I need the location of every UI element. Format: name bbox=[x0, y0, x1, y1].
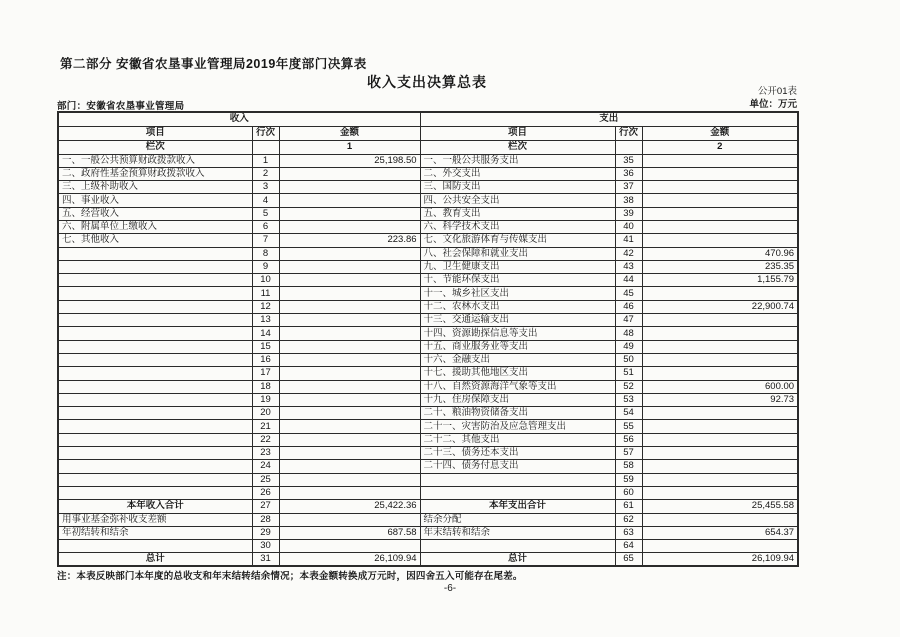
income-item-cell bbox=[58, 433, 252, 446]
income-line-cell: 20 bbox=[252, 407, 279, 420]
table-row bbox=[58, 274, 798, 287]
income-amount-cell bbox=[279, 327, 420, 340]
income-line-cell: 12 bbox=[252, 300, 279, 313]
table-row bbox=[58, 447, 798, 460]
expenditure-amount-cell bbox=[642, 447, 798, 460]
table-row bbox=[58, 314, 798, 327]
expenditure-amount-cell bbox=[642, 234, 798, 247]
income-line-cell: 24 bbox=[252, 460, 279, 473]
expenditure-item-cell: 总计 bbox=[420, 553, 615, 567]
expenditure-amount-cell: 92.73 bbox=[642, 393, 798, 406]
income-amount-cell: 223.86 bbox=[279, 234, 420, 247]
table-row bbox=[58, 353, 798, 366]
expenditure-amount-cell bbox=[642, 327, 798, 340]
table-row bbox=[58, 167, 798, 180]
expenditure-item-cell: 二、外交支出 bbox=[420, 167, 615, 180]
table-row bbox=[58, 287, 798, 300]
table-row bbox=[58, 420, 798, 433]
table-row bbox=[58, 327, 798, 340]
expenditure-amount-cell: 1,155.79 bbox=[642, 274, 798, 287]
expenditure-line-cell: 43 bbox=[615, 260, 642, 273]
expenditure-amount-cell: 25,455.58 bbox=[642, 500, 798, 513]
income-amount-cell bbox=[279, 287, 420, 300]
income-line-cell: 13 bbox=[252, 314, 279, 327]
expenditure-item-cell: 年末结转和结余 bbox=[420, 526, 615, 539]
table-row bbox=[58, 154, 798, 167]
expenditure-item-cell: 二十、粮油物资储备支出 bbox=[420, 407, 615, 420]
income-amount-cell: 25,422.36 bbox=[279, 500, 420, 513]
expenditure-line-cell: 50 bbox=[615, 353, 642, 366]
expenditure-amount-cell bbox=[642, 154, 798, 167]
table-row bbox=[58, 553, 798, 567]
expenditure-item-cell: 二十一、灾害防治及应急管理支出 bbox=[420, 420, 615, 433]
income-amount-cell bbox=[279, 167, 420, 180]
expenditure-amount-cell: 470.96 bbox=[642, 247, 798, 260]
income-amount-cell bbox=[279, 433, 420, 446]
table-title: 收入支出决算总表 bbox=[367, 74, 487, 90]
income-amount-cell bbox=[279, 181, 420, 194]
expenditure-line-cell: 40 bbox=[615, 220, 642, 233]
table-row bbox=[58, 500, 798, 513]
income-item-cell: 年初结转和结余 bbox=[58, 526, 252, 539]
income-line-cell: 30 bbox=[252, 540, 279, 553]
income-item-cell bbox=[58, 353, 252, 366]
table-row bbox=[58, 181, 798, 194]
table-row bbox=[58, 367, 798, 380]
income-item-cell bbox=[58, 380, 252, 393]
income-amount-cell bbox=[279, 540, 420, 553]
income-amount-cell bbox=[279, 247, 420, 260]
table-row bbox=[58, 407, 798, 420]
income-amount-cell bbox=[279, 207, 420, 220]
income-amount-cell bbox=[279, 367, 420, 380]
income-line-col-header: 行次 bbox=[252, 126, 279, 140]
expenditure-amount-cell bbox=[642, 194, 798, 207]
income-amount-cell bbox=[279, 300, 420, 313]
income-line-cell: 15 bbox=[252, 340, 279, 353]
income-item-cell bbox=[58, 393, 252, 406]
expenditure-line-index-blank bbox=[615, 140, 642, 154]
expenditure-line-cell: 57 bbox=[615, 447, 642, 460]
table-row bbox=[58, 393, 798, 406]
income-item-cell bbox=[58, 367, 252, 380]
expenditure-item-cell: 七、文化旅游体育与传媒支出 bbox=[420, 234, 615, 247]
expenditure-amount-cell bbox=[642, 540, 798, 553]
expenditure-line-cell: 39 bbox=[615, 207, 642, 220]
table-row bbox=[58, 220, 798, 233]
income-line-cell: 5 bbox=[252, 207, 279, 220]
income-amount-cell bbox=[279, 460, 420, 473]
income-item-cell: 二、政府性基金预算财政拨款收入 bbox=[58, 167, 252, 180]
income-item-cell bbox=[58, 460, 252, 473]
budget-summary-table bbox=[57, 111, 799, 567]
expenditure-item-cell: 十、节能环保支出 bbox=[420, 274, 615, 287]
expenditure-item-cell: 二十三、债务还本支出 bbox=[420, 447, 615, 460]
expenditure-line-cell: 48 bbox=[615, 327, 642, 340]
income-amount-cell bbox=[279, 513, 420, 526]
expenditure-line-col-header: 行次 bbox=[615, 126, 642, 140]
income-line-cell: 6 bbox=[252, 220, 279, 233]
expenditure-amount-cell bbox=[642, 367, 798, 380]
form-code-label: 公开01表 bbox=[757, 86, 797, 97]
footnote: 注：本表反映部门本年度的总收支和年末结转结余情况；本表金额转换成万元时，因四舍五入可能存在尾差。 bbox=[57, 571, 523, 582]
expenditure-line-cell: 47 bbox=[615, 314, 642, 327]
income-item-cell bbox=[58, 486, 252, 499]
expenditure-line-cell: 35 bbox=[615, 154, 642, 167]
expenditure-line-cell: 58 bbox=[615, 460, 642, 473]
table-column-index-row bbox=[58, 140, 798, 154]
income-item-cell: 七、其他收入 bbox=[58, 234, 252, 247]
income-line-cell: 18 bbox=[252, 380, 279, 393]
table-row bbox=[58, 513, 798, 526]
income-item-cell bbox=[58, 300, 252, 313]
expenditure-section-header: 支出 bbox=[420, 112, 798, 126]
expenditure-line-cell: 59 bbox=[615, 473, 642, 486]
income-line-cell: 3 bbox=[252, 181, 279, 194]
income-line-cell: 4 bbox=[252, 194, 279, 207]
income-item-cell: 一、一般公共预算财政拨款收入 bbox=[58, 154, 252, 167]
expenditure-line-cell: 37 bbox=[615, 181, 642, 194]
table-row bbox=[58, 194, 798, 207]
income-line-cell: 16 bbox=[252, 353, 279, 366]
income-line-cell: 28 bbox=[252, 513, 279, 526]
income-amount-cell bbox=[279, 486, 420, 499]
expenditure-line-cell: 63 bbox=[615, 526, 642, 539]
income-item-cell bbox=[58, 447, 252, 460]
income-line-cell: 9 bbox=[252, 260, 279, 273]
income-item-cell bbox=[58, 407, 252, 420]
income-item-cell: 用事业基金弥补收支差额 bbox=[58, 513, 252, 526]
expenditure-line-cell: 53 bbox=[615, 393, 642, 406]
income-amount-cell bbox=[279, 380, 420, 393]
income-item-cell: 总计 bbox=[58, 553, 252, 567]
expenditure-item-cell: 十六、金融支出 bbox=[420, 353, 615, 366]
expenditure-item-cell: 十一、城乡社区支出 bbox=[420, 287, 615, 300]
table-row bbox=[58, 486, 798, 499]
table-row bbox=[58, 247, 798, 260]
expenditure-amount-cell: 26,109.94 bbox=[642, 553, 798, 567]
expenditure-item-cell bbox=[420, 473, 615, 486]
expenditure-amount-cell bbox=[642, 486, 798, 499]
department-label: 部门：安徽省农垦事业管理局 bbox=[57, 101, 185, 112]
expenditure-item-cell: 十七、援助其他地区支出 bbox=[420, 367, 615, 380]
income-item-cell bbox=[58, 287, 252, 300]
table-row bbox=[58, 460, 798, 473]
income-item-cell: 本年收入合计 bbox=[58, 500, 252, 513]
expenditure-line-cell: 52 bbox=[615, 380, 642, 393]
table-row bbox=[58, 234, 798, 247]
table-section-header-row bbox=[58, 112, 798, 126]
expenditure-amount-cell bbox=[642, 407, 798, 420]
income-amount-cell: 687.58 bbox=[279, 526, 420, 539]
expenditure-line-cell: 62 bbox=[615, 513, 642, 526]
income-line-cell: 14 bbox=[252, 327, 279, 340]
expenditure-column-index: 2 bbox=[642, 140, 798, 154]
income-line-cell: 11 bbox=[252, 287, 279, 300]
expenditure-line-cell: 42 bbox=[615, 247, 642, 260]
expenditure-amount-cell bbox=[642, 513, 798, 526]
expenditure-line-cell: 45 bbox=[615, 287, 642, 300]
table-row bbox=[58, 300, 798, 313]
income-amount-cell bbox=[279, 420, 420, 433]
table-column-header-row bbox=[58, 126, 798, 140]
income-amount-cell bbox=[279, 473, 420, 486]
table-row bbox=[58, 473, 798, 486]
expenditure-line-cell: 49 bbox=[615, 340, 642, 353]
income-line-cell: 10 bbox=[252, 274, 279, 287]
income-item-cell: 六、附属单位上缴收入 bbox=[58, 220, 252, 233]
income-line-cell: 8 bbox=[252, 247, 279, 260]
expenditure-amount-cell bbox=[642, 473, 798, 486]
table-row bbox=[58, 526, 798, 539]
income-item-cell bbox=[58, 247, 252, 260]
expenditure-amount-cell: 654.37 bbox=[642, 526, 798, 539]
expenditure-line-cell: 60 bbox=[615, 486, 642, 499]
income-item-cell bbox=[58, 540, 252, 553]
income-amount-cell bbox=[279, 447, 420, 460]
income-amount-cell bbox=[279, 274, 420, 287]
income-amount-cell bbox=[279, 220, 420, 233]
expenditure-amount-cell bbox=[642, 181, 798, 194]
income-item-col-header: 项目 bbox=[58, 126, 252, 140]
income-line-cell: 27 bbox=[252, 500, 279, 513]
table-row bbox=[58, 380, 798, 393]
expenditure-amount-cell bbox=[642, 460, 798, 473]
income-amount-cell bbox=[279, 393, 420, 406]
income-line-cell: 1 bbox=[252, 154, 279, 167]
expenditure-item-cell: 九、卫生健康支出 bbox=[420, 260, 615, 273]
income-item-cell: 三、上级补助收入 bbox=[58, 181, 252, 194]
income-item-cell bbox=[58, 420, 252, 433]
income-item-cell bbox=[58, 473, 252, 486]
expenditure-amount-cell: 22,900.74 bbox=[642, 300, 798, 313]
income-line-cell: 17 bbox=[252, 367, 279, 380]
income-line-cell: 26 bbox=[252, 486, 279, 499]
expenditure-item-cell: 本年支出合计 bbox=[420, 500, 615, 513]
table-row bbox=[58, 207, 798, 220]
expenditure-line-cell: 64 bbox=[615, 540, 642, 553]
expenditure-amount-cell: 235.35 bbox=[642, 260, 798, 273]
table-row bbox=[58, 433, 798, 446]
income-amount-cell bbox=[279, 407, 420, 420]
expenditure-amount-cell bbox=[642, 433, 798, 446]
income-amount-cell: 26,109.94 bbox=[279, 553, 420, 567]
income-column-index-label: 栏次 bbox=[58, 140, 252, 154]
expenditure-amount-cell bbox=[642, 353, 798, 366]
expenditure-item-cell: 五、教育支出 bbox=[420, 207, 615, 220]
table-row bbox=[58, 260, 798, 273]
expenditure-line-cell: 56 bbox=[615, 433, 642, 446]
expenditure-item-cell: 结余分配 bbox=[420, 513, 615, 526]
expenditure-column-index-label: 栏次 bbox=[420, 140, 615, 154]
income-line-cell: 7 bbox=[252, 234, 279, 247]
expenditure-line-cell: 54 bbox=[615, 407, 642, 420]
table-row bbox=[58, 540, 798, 553]
expenditure-item-cell bbox=[420, 486, 615, 499]
income-line-cell: 22 bbox=[252, 433, 279, 446]
income-section-header: 收入 bbox=[58, 112, 420, 126]
income-item-cell: 四、事业收入 bbox=[58, 194, 252, 207]
expenditure-line-cell: 41 bbox=[615, 234, 642, 247]
section-title: 第二部分 安徽省农垦事业管理局2019年度部门决算表 bbox=[60, 57, 367, 71]
expenditure-item-col-header: 项目 bbox=[420, 126, 615, 140]
income-amount-cell: 25,198.50 bbox=[279, 154, 420, 167]
income-amount-cell bbox=[279, 260, 420, 273]
expenditure-line-cell: 61 bbox=[615, 500, 642, 513]
income-line-cell: 25 bbox=[252, 473, 279, 486]
income-line-cell: 2 bbox=[252, 167, 279, 180]
expenditure-item-cell bbox=[420, 540, 615, 553]
expenditure-line-cell: 46 bbox=[615, 300, 642, 313]
income-item-cell bbox=[58, 260, 252, 273]
income-amount-col-header: 金额 bbox=[279, 126, 420, 140]
expenditure-item-cell: 四、公共安全支出 bbox=[420, 194, 615, 207]
expenditure-amount-cell bbox=[642, 314, 798, 327]
expenditure-item-cell: 三、国防支出 bbox=[420, 181, 615, 194]
income-item-cell bbox=[58, 274, 252, 287]
expenditure-line-cell: 36 bbox=[615, 167, 642, 180]
expenditure-item-cell: 十五、商业服务业等支出 bbox=[420, 340, 615, 353]
expenditure-line-cell: 65 bbox=[615, 553, 642, 567]
expenditure-item-cell: 十三、交通运输支出 bbox=[420, 314, 615, 327]
income-amount-cell bbox=[279, 340, 420, 353]
expenditure-item-cell: 六、科学技术支出 bbox=[420, 220, 615, 233]
table-body bbox=[58, 112, 798, 566]
expenditure-amount-cell bbox=[642, 167, 798, 180]
income-amount-cell bbox=[279, 353, 420, 366]
expenditure-item-cell: 十九、住房保障支出 bbox=[420, 393, 615, 406]
expenditure-amount-cell bbox=[642, 207, 798, 220]
income-item-cell: 五、经营收入 bbox=[58, 207, 252, 220]
expenditure-amount-cell: 600.00 bbox=[642, 380, 798, 393]
expenditure-item-cell: 一、一般公共服务支出 bbox=[420, 154, 615, 167]
table-row bbox=[58, 340, 798, 353]
income-item-cell bbox=[58, 314, 252, 327]
expenditure-line-cell: 51 bbox=[615, 367, 642, 380]
page-number: -6- bbox=[443, 583, 457, 594]
expenditure-item-cell: 八、社会保障和就业支出 bbox=[420, 247, 615, 260]
income-amount-cell bbox=[279, 194, 420, 207]
expenditure-amount-cell bbox=[642, 220, 798, 233]
income-amount-cell bbox=[279, 314, 420, 327]
unit-label: 单位：万元 bbox=[749, 99, 797, 110]
income-line-cell: 23 bbox=[252, 447, 279, 460]
income-item-cell bbox=[58, 327, 252, 340]
income-line-cell: 31 bbox=[252, 553, 279, 567]
expenditure-amount-cell bbox=[642, 287, 798, 300]
income-column-index: 1 bbox=[279, 140, 420, 154]
expenditure-item-cell: 二十四、债务付息支出 bbox=[420, 460, 615, 473]
expenditure-item-cell: 二十二、其他支出 bbox=[420, 433, 615, 446]
expenditure-amount-cell bbox=[642, 420, 798, 433]
income-line-cell: 19 bbox=[252, 393, 279, 406]
expenditure-amount-col-header: 金额 bbox=[642, 126, 798, 140]
income-line-cell: 21 bbox=[252, 420, 279, 433]
expenditure-line-cell: 44 bbox=[615, 274, 642, 287]
expenditure-amount-cell bbox=[642, 340, 798, 353]
income-line-index-blank bbox=[252, 140, 279, 154]
income-item-cell bbox=[58, 340, 252, 353]
income-line-cell: 29 bbox=[252, 526, 279, 539]
expenditure-line-cell: 55 bbox=[615, 420, 642, 433]
expenditure-item-cell: 十二、农林水支出 bbox=[420, 300, 615, 313]
expenditure-item-cell: 十四、资源勘探信息等支出 bbox=[420, 327, 615, 340]
expenditure-item-cell: 十八、自然资源海洋气象等支出 bbox=[420, 380, 615, 393]
expenditure-line-cell: 38 bbox=[615, 194, 642, 207]
